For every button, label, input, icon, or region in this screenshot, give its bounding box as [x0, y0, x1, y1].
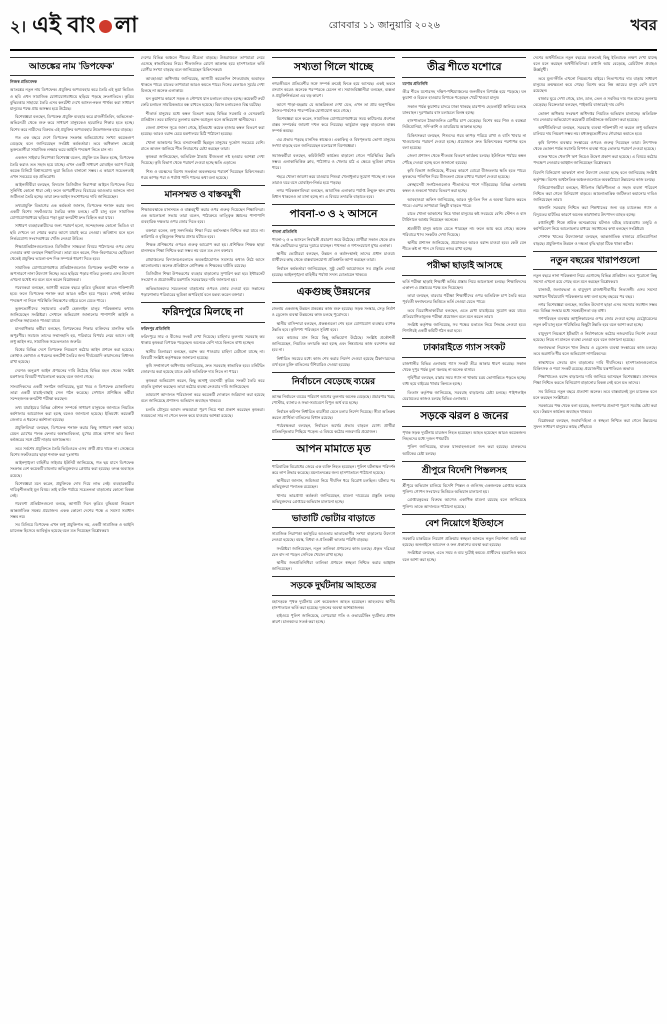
- article-paragraph: সরকারি চাকরিতে নিয়োগ প্রক্রিয়ায় স্বচ্ছতা আনতে নতুন নির্দেশনা জারি করা হয়েছে। অনলাইনে আবেদন ও ফল প্রকাশের ব্যবস্থা করা হয়েছে।: [402, 535, 527, 548]
- news-article: [10, 384, 134, 534]
- article-paragraph: তবে মূল্যস্ফীতি এখনো নিয়ন্ত্রণের বাইরে। নিত্যপণ্যের দাম বাড়ায় সাধারণ মানুষের ক্রয়ক্ষমতা কমে গেছে। বিশেষ করে নিম্ন আয়ের মানুষ বেশি চাপে রয়েছেন।: [533, 75, 657, 93]
- headline-rule: [402, 461, 526, 462]
- headline-rule: [402, 406, 526, 407]
- article-paragraph: সংশ্লিষ্টরা বলছেন, এতে সময় ও ব্যয় দুটোই কমবে। প্রার্থীদের হয়রানিও কমবে বলে আশা করা হচ্ছে।: [402, 550, 527, 562]
- article-paragraph: নগরজীবনে প্রতিবেশীর সঙ্গে সম্পর্ক ক্রমেই ফিকে হয়ে আসছে। একই ভবনে বসবাস করেও অনেকে পরস্পরকে চেনেন না। সমাজবিজ্ঞানীরা বলছেন, ব্যস্ততা ও প্রযুক্তিনির্ভরতা এর বড় কারণ।: [271, 81, 396, 99]
- article-paragraph: পোশাক খাতের উদ্যোক্তারা বলছেন, আন্তর্জাতিক বাজারে প্রতিযোগিতা বাড়ছে। প্রযুক্তিগত উন্নয়ন ও দক্ষতা বৃদ্ধি ছাড়া টিকে থাকা কঠিন।: [533, 234, 657, 246]
- article-paragraph: গবেষকরা বলছেন, আগামী কয়েক বছরে কৃত্রিম বুদ্ধিমত্তা আরও শক্তিশালী হবে। ফলে ডিপফেক শনাক্ত করা আরও কঠিন হয়ে পড়বে। এখনই কার্যকর পদক্ষেপ না নিলে পরিস্থিতি নিয়ন্ত্রণের বাইরে চলে যেতে পারে।: [10, 285, 134, 303]
- article-paragraph: সামাজিক যোগাযোগমাধ্যম প্রতিষ্ঠানগুলোও ডিপফেক কনটেন্ট শনাক্ত ও অপসারণে নানা উদ্যোগ নিচ্ছে। তবে ছড়িয়ে পড়ার গতির তুলনায় এসব উদ্যোগ এখনো যথেষ্ট নয় বলে মনে করেন বিশ্লেষকরা।: [10, 264, 134, 282]
- article-paragraph: শিক্ষাখাতেও বরাদ্দ বাড়ানোর দাবি জানিয়ে আসছেন বিশেষজ্ঞরা। মানসম্মত শিক্ষা নিশ্চিত করতে বিনিয়োগ বাড়ানোর বিকল্প নেই বলে মত তাদের।: [533, 374, 657, 386]
- article-paragraph: তথ্য যাচাইয়ের বিভিন্ন কৌশল সম্পর্কে সাধারণ মানুষকে জানাতে নিয়মিত কর্মশালার আয়োজন করা হচ্ছে বলেও জানানো হয়েছে। ইতিমধ্যে কয়েকটি জেলায় এ ধরনের কর্মশালা হয়েছে।: [10, 404, 134, 422]
- article-paragraph: জেলা প্রশাসন সূত্রে জানা গেছে, ইতিমধ্যে কয়েক হাজার কম্বল বিতরণ করা হয়েছে। আরও বরাদ্দ চেয়ে মন্ত্রণালয়ে চিঠি পাঠানো হয়েছে।: [140, 125, 265, 137]
- article-paragraph: কৃষকরা জানিয়েছেন, অতিরিক্ত ঠান্ডায় বীজতলা নষ্ট হওয়ার আশঙ্কা দেখা দিয়েছে। কৃষি বিভাগ থেকে পরামর্শ দেওয়া হচ্ছে ক্ষতি এড়াতে।: [140, 154, 265, 166]
- logo-text-prefix: এই বাং: [32, 12, 96, 37]
- article-headline[interactable]: সড়কে দুর্ঘটনায় আহতের: [290, 580, 377, 591]
- article-paragraph: আইনশৃঙ্খলা বাহিনীর সাইবার ইউনিট জানিয়েছে, গত ছয় মাসে ডিপফেক সংক্রান্ত বেশ কয়েকটি মামলায় অভিযুক্তদের গ্রেপ্তার করা হয়েছে। তদন্ত অব্যাহত রয়েছে।: [10, 460, 134, 478]
- article-paragraph: বিদেশি বিনিয়োগ আকর্ষণে নানা উদ্যোগ নেওয়া হচ্ছে বলে জানিয়েছে সংশ্লিষ্ট কর্তৃপক্ষ। বিশেষ অর্থনৈতিক অঞ্চলগুলোতে অবকাঠামো উন্নয়নের কাজ চলছে।: [533, 170, 657, 182]
- article-paragraph: খোলা আকাশের নিচে বসবাসকারী ছিন্নমূল মানুষের দুর্ভোগ সবচেয়ে বেশি। রাতে আগুন জ্বালিয়ে শীত নিবারণের চেষ্টা করছেন তারা।: [140, 139, 265, 151]
- article-paragraph: বক্তারা বলেন, শুধু সনদনির্ভর শিক্ষা দিয়ে কর্মসংস্থান নিশ্চিত করা যাবে না। কারিগরি ও বৃত্তিমূলক শিক্ষার প্রসার ঘটাতে হবে।: [140, 227, 265, 239]
- article-paragraph: ফরিদপুরে সার ও বীজের সংকট দেখা দিয়েছে। চাহিদার তুলনায় সরবরাহ কম থাকায় কৃষকরা বিপাকে পড়েছেন। অনেকে বেশি দামে কিনতে বাধ্য হচ্ছেন।: [140, 334, 265, 346]
- page-number: ২।: [10, 19, 27, 36]
- news-article: [272, 204, 396, 278]
- article-paragraph: দেশের বিভিন্ন অঞ্চলে শীতের তীব্রতা বাড়ছে। উত্তরাঞ্চলে তাপমাত্রা নেমে এসেছে স্বাভাবিকের নিচে। শীতজনিত রোগে আক্রান্ত হয়ে হাসপাতালে ভর্তি রোগীর সংখ্যা বাড়ছে বলে জানিয়েছেন চিকিৎসকরা।: [140, 55, 265, 73]
- news-article: [141, 55, 265, 181]
- masthead-left: [10, 8, 138, 45]
- article-paragraph: জ্বালানি সরবরাহ নিশ্চিত করা শিল্পখাতের জন্য বড় চ্যালেঞ্জ। গ্যাস ও বিদ্যুতের ঘাটতির কারণে অনেক কারখানায় উৎপাদন ব্যাহত হচ্ছে।: [533, 205, 657, 217]
- news-article: [272, 153, 396, 200]
- news-article: [402, 406, 526, 457]
- headline-rule: [272, 509, 396, 510]
- article-paragraph: সংশ্লিষ্ট কর্তৃপক্ষ জানিয়েছে, সব পক্ষের মতামত নিয়ে সিদ্ধান্ত নেওয়া হবে। শিগগিরই একটি কমিটি গঠন করা হবে।: [402, 322, 527, 334]
- headline-rule: [402, 532, 526, 533]
- article-paragraph: বায়ুদূষণ নিয়ন্ত্রণে ইটভাটা ও নির্মাণকাজে কঠোর নজরদারির নির্দেশ দেওয়া হয়েছে। নিয়ম না মানলে ব্যবস্থা নেওয়া হবে বলে জানানো হয়েছে।: [533, 330, 657, 342]
- article-headline[interactable]: ভাতাটি ভোটার বাড়াতে: [291, 512, 376, 523]
- article-paragraph: আগে পাড়া-মহল্লায় যে আন্তরিকতা দেখা যেত, এখন তা প্রায় অনুপস্থিত। উৎসব-পার্বণেও পারস্পরিক যোগাযোগ কমে গেছে।: [271, 101, 396, 113]
- news-column: [272, 55, 396, 1021]
- article-paragraph: পাবনা-২ ও ৩ আসনে নির্বাচনী প্রচারণা জমে উঠেছে। প্রার্থীরা সকাল থেকে রাত পর্যন্ত ভোটারদের দুয়ারে দুয়ারে যাচ্ছেন। পথসভা ও গণসংযোগে মুখর এলাকা।: [271, 236, 396, 248]
- article-paragraph: রপ্তানিমুখী শিল্পে শ্রমিক অসন্তোষের ঘটনাও ঘটছে মাঝেমধ্যে। মজুরি ও কর্মপরিবেশ নিয়ে আলোচনার মাধ্যমে সমাধানের কথা বলছেন সংশ্লিষ্টরা।: [533, 219, 657, 232]
- article-paragraph: সব মিলিয়ে ডিপফেক এখন শুধু প্রযুক্তিগত নয়, একটি সামাজিক ও আইনি চ্যালেঞ্জ হিসেবে আবির্ভূত হয়েছে বলে মত দিয়েছেন বিশ্লেষকরা।: [10, 522, 134, 534]
- article-paragraph: পারিবারিক বিরোধের জেরে এক ব্যক্তি নিহত হয়েছেন। পুলিশ ঘটনাস্থল পরিদর্শন করে লাশ উদ্ধার করেছে। ময়নাতদন্তের জন্য হাসপাতালে পাঠানো হয়েছে।: [271, 463, 396, 475]
- article-paragraph: নির্বাচন কমিশন নির্ধারিত ব্যয়সীমা মেনে চলার নির্দেশ দিয়েছে। সীমা অতিক্রম করলে প্রার্থিতা বাতিলের বিধান রয়েছে।: [271, 408, 396, 420]
- headline-rule: [402, 426, 526, 427]
- article-paragraph: মানবাধিকার কর্মীরা বলছেন, ডিপফেকের শিকার ব্যক্তিদের মানসিক ক্ষতি অপূরণীয়। সমাজে তাদের সম্মানহানি হয়, পরিবারে বিপর্যয় নেমে আসে। তাই শুধু আইন নয়, সামাজিক সচেতনতাও জরুরি।: [10, 326, 134, 344]
- article-paragraph: গবেষণা প্রতিষ্ঠানগুলো বলছে, আগামী দিনে কৃত্রিম বুদ্ধিমত্তা নিয়ন্ত্রণে আন্তর্জাতিক সমন্বয় প্রয়োজন। একক কোনো দেশের পক্ষে এ সমস্যা সমাধান সম্ভব নয়।: [10, 501, 134, 519]
- headline-rule: [533, 251, 657, 252]
- headline-rule: [141, 203, 265, 204]
- article-paragraph: ডিজিটাল শিক্ষা উপকরণের ব্যবহার বাড়ানোর সুপারিশ করা হয়। ইন্টারনেট সংযোগ ও প্রয়োজনীয় যন্ত্রপাতি সরবরাহের দাবি জানানো হয়।: [140, 271, 265, 283]
- article-byline: পাবনা প্রতিনিধি: [271, 228, 297, 234]
- logo-text-suffix: লা: [114, 12, 139, 37]
- headline-rule: [402, 514, 526, 515]
- article-paragraph: হাসপাতালে ঠান্ডাজনিত রোগীর চাপ বেড়েছে। বিশেষ করে শিশু ও বয়স্করা নিউমোনিয়া, সর্দি-কাশি ও ডায়রিয়ায় আক্রান্ত হচ্ছে।: [402, 118, 527, 130]
- article-headline[interactable]: ফরিদপুরে মিলছে না: [162, 306, 244, 318]
- news-article: [10, 57, 134, 380]
- article-paragraph: থানার ভারপ্রাপ্ত কর্মকর্তা জানিয়েছেন, মামলা দায়েরের প্রস্তুতি চলছে। অভিযুক্তদের গ্রেপ্তারে অভিযান চালানো হচ্ছে।: [271, 492, 396, 504]
- headline-rule: [272, 576, 396, 577]
- article-headline[interactable]: পাবনা-৩ ও ২ আসনে: [289, 209, 378, 221]
- article-paragraph: নতুন বছরে নানা পরিকল্পনা নিয়ে এগোচ্ছে বিভিন্ন প্রতিষ্ঠান। তবে পুরোনো কিছু সমস্যা এখনো রয়ে গেছে বলে মনে করছেন বিশ্লেষকরা।: [533, 272, 657, 285]
- article-headline[interactable]: নতুন বছরের খারাপগুলো: [550, 254, 640, 265]
- article-paragraph: মহাসড়কে পৃথক দুর্ঘটনায় বেশ কয়েকজন আহত হয়েছেন। আহতদের স্থানীয় হাসপাতালে ভর্তি করা হয়েছে। দুজনের অবস্থা আশঙ্কাজনক।: [271, 598, 396, 610]
- headline-rule: [10, 57, 134, 58]
- article-paragraph: শিক্ষক প্রশিক্ষণের ওপরও গুরুত্ব আরোপ করা হয়। প্রশিক্ষিত শিক্ষক ছাড়া মানসম্মত শিক্ষা নিশ্চিত করা সম্ভব নয় বলে মত দেন বক্তারা।: [140, 242, 265, 254]
- news-article: [141, 302, 265, 419]
- article-paragraph: স্থানীয়রা জানান, জমিজমা নিয়ে দীর্ঘদিন ধরে বিরোধ চলছিল। ঘটনার পর অভিযুক্তরা পলাতক রয়েছেন।: [271, 478, 396, 490]
- article-paragraph: সামাজিক নিরাপত্তা কর্মসূচির আওতায় ভাতাভোগীর সংখ্যা বাড়ানোর উদ্যোগ নেওয়া হয়েছে। বয়স্ক, বিধবা ও প্রতিবন্ধী ভাতার পরিধি বাড়ছে।: [271, 531, 396, 543]
- article-paragraph: ব্যাংক খাতে খেলাপি ঋণ নিয়েও উদ্বেগ প্রকাশ করা হয়েছে। এ বিষয়ে কঠোর পদক্ষেপ নেওয়ার আহ্বান জানিয়েছেন বিশ্লেষকরা।: [533, 154, 657, 166]
- article-paragraph: ভোক্তা অধিকার সংরক্ষণ অধিদপ্তর নিয়মিত অভিযান চালাচ্ছে। অতিরিক্ত দাম নেওয়ার অভিযোগে কয়েকটি প্রতিষ্ঠানকে জরিমানা করা হয়েছে।: [533, 110, 657, 122]
- news-article: [402, 338, 526, 401]
- article-paragraph: সব মিলিয়ে নতুন বছরে প্রত্যাশা অনেক। তবে বাস্তবায়নই মূল চ্যালেঞ্জ বলে মনে করছেন সংশ্লিষ্টরা।: [533, 388, 657, 400]
- news-article: [402, 461, 526, 510]
- article-paragraph: অর্থনীতিবিদরা বলছেন, সরবরাহ ব্যবস্থা শক্তিশালী না করলে শুধু অভিযান চালিয়ে দাম নিয়ন্ত্রণ সম্ভব নয়। মধ্যস্বত্বভোগীদের দৌরাত্ম্য কমাতে হবে।: [533, 125, 657, 137]
- article-paragraph: একজন সাইবার নিরাপত্তা বিশেষজ্ঞ বলেন, প্রযুক্তি যত উন্নত হচ্ছে, ডিপফেক তৈরি করাও তত সহজ হয়ে যাচ্ছে। এখন একটি সাধারণ মোবাইল অ্যাপ দিয়েই কয়েক মিনিটে বিশ্বাসযোগ্য ভুয়া ভিডিও বানানো সম্ভব। এ কারণে সচেতনতাই এখন সবচেয়ে বড় প্রতিরোধ।: [10, 155, 134, 179]
- article-paragraph: শিক্ষাব্যবস্থাকে মানসম্মত ও বাস্তবমুখী করার ওপর গুরুত্ব দিয়েছেন শিক্ষাবিদরা। এক আলোচনা সভায় তারা বলেন, পাঠ্যক্রমে তাত্ত্বিক জ্ঞানের পাশাপাশি ব্যবহারিক দক্ষতার ওপর জোর দিতে হবে।: [140, 207, 265, 225]
- news-article: [533, 251, 657, 430]
- article-paragraph: স্বাস্থ্যখাতে সেবার মান বাড়ানোর দাবি দীর্ঘদিনের। হাসপাতালগুলোতে চিকিৎসক ও শয্যা সংকট রয়েছে। প্রয়োজনীয় যন্ত্রপাতিরও অভাব।: [533, 359, 657, 371]
- article-paragraph: আবহাওয়া অফিস জানিয়েছে, আরও দুই-তিন দিন এ অবস্থা বিরাজ করতে পারে। এরপর তাপমাত্রা কিছুটা বাড়তে পারে।: [402, 196, 527, 208]
- article-paragraph: বিশেষজ্ঞরা বলছেন, ডিপফেক প্রযুক্তি ব্যবহার করে রাজনীতিবিদ, অভিনেতা-অভিনেত্রী থেকে শুরু করে সাধারণ মানুষকেও হয়রানির শিকার হতে হচ্ছে। বিশেষ করে নারীদের বিরুদ্ধে এই প্রযুক্তির অপব্যবহার উদ্বেগজনক হারে বাড়ছে।: [10, 114, 134, 132]
- article-paragraph: ভুক্তভোগীদের সহায়তায় একটি হেল্পলাইন চালুর পরিকল্পনার কথাও জানিয়েছেন সংশ্লিষ্টরা। সেখানে অভিযোগ জানানোর পাশাপাশি আইনি ও মানসিক সহায়তাও পাওয়া যাবে।: [10, 305, 134, 324]
- headline-rule: [272, 77, 396, 78]
- newspaper-logo: [32, 8, 138, 45]
- news-article: [272, 509, 396, 572]
- article-paragraph: শ্রমজীবী মানুষ কাজে যেতে পারছেন না। ফলে আয় কমে গেছে। অনেক পরিবারে খাদ্য সংকটও দেখা দিয়েছে।: [402, 225, 527, 237]
- article-paragraph: সাধারণ ব্যবহারকারীদের জন্য পরামর্শ হলো, সন্দেহজনক কোনো ভিডিও বা ছবি দেখলে তা শেয়ার করার আগে যাচাই করে নেওয়া। অবিশ্বাস্য মনে হলে নির্ভরযোগ্য সংবাদমাধ্যমে খোঁজ নেওয়া উচিত।: [10, 223, 134, 241]
- publication-date: রোববার ১১ জানুয়ারি ২০২৬: [328, 21, 440, 31]
- news-article: [272, 439, 396, 504]
- news-column: [141, 55, 265, 1021]
- article-paragraph: কৃষি সম্প্রসারণ অধিদপ্তর জানিয়েছে, দ্রুত সরবরাহ স্বাভাবিক হবে। মনিটরিং জোরদার করা হয়েছে যাতে কেউ অতিরিক্ত দাম নিতে না পারে।: [140, 363, 265, 375]
- article-paragraph: স্থানীয় জনপ্রতিনিধিরা তালিকা প্রণয়নে স্বচ্ছতা নিশ্চিত করার আহ্বান জানিয়েছেন।: [271, 559, 396, 572]
- article-paragraph: বাজার ঘুরে দেখা গেছে, চাল, ডাল, তেল ও সবজির দাম গত মাসের তুলনায় বেড়েছে। বিক্রেতারা বলছেন, পাইকারি বাজারেই দাম বেশি।: [533, 96, 657, 108]
- article-headline[interactable]: মানসম্মত ও বাস্তবমুখী: [164, 188, 241, 199]
- section-title: খবর: [630, 18, 657, 34]
- article-paragraph: বিশেষজ্ঞরা মনে করেন, সামাজিক যোগাযোগমাধ্যমে সময় কাটানোর প্রবণতা বাস্তব সম্পর্কের জায়গা দখল করে নিয়েছে। ভার্চুয়াল বন্ধুত্ব বাড়লেও বাস্তব সম্পর্ক কমছে।: [271, 116, 396, 134]
- headline-rule: [402, 479, 526, 480]
- article-paragraph: সরকারের পক্ষ থেকে বলা হয়েছে, জনগণের প্রত্যাশা পূরণে সর্বোচ্চ চেষ্টা করা হবে। উন্নয়ন কার্যক্রম অব্যাহত থাকবে।: [533, 403, 657, 415]
- article-paragraph: কৃষকরা অভিযোগ করেন, কিছু অসাধু ব্যবসায়ী কৃত্রিম সংকট তৈরি করে বাড়তি মুনাফা করছেন। তারা কঠোর ব্যবস্থা নেওয়ার দাবি জানিয়েছেন।: [140, 377, 265, 389]
- news-article: [272, 57, 396, 149]
- article-paragraph: আইনজীবীরা বলছেন, বিদ্যমান ডিজিটাল নিরাপত্তা আইনে ডিপফেক নিয়ে সুনির্দিষ্ট কোনো ধারা নেই। ফলে অপরাধীদের বিচারের আওতায় আনতে নানা জটিলতা তৈরি হচ্ছে। তারা দ্রুত আইন সংশোধনের দাবি জানিয়েছেন।: [10, 182, 134, 200]
- article-paragraph: তীব্র শীতে যশোরসহ দক্ষিণ-পশ্চিমাঞ্চলের জনজীবন বিপর্যস্ত হয়ে পড়েছে। ঘন কুয়াশা ও হিমেল হাওয়ায় বিপাকে পড়েছেন খেটে খাওয়া মানুষ।: [402, 89, 527, 101]
- news-article: [272, 576, 396, 625]
- article-byline: ফরিদপুর প্রতিনিধি: [140, 325, 170, 331]
- headline-rule: [272, 390, 396, 391]
- news-article: [272, 282, 396, 368]
- article-paragraph: নির্বাচন কর্মকর্তারা জানিয়েছেন, সুষ্ঠু ভোট আয়োজনে সব প্রস্তুতি নেওয়া হয়েছে। আইনশৃঙ্খলা বাহিনীর পর্যাপ্ত সদস্য মোতায়েন থাকবে।: [271, 265, 396, 277]
- news-article: [533, 170, 657, 246]
- article-paragraph: তবে বিরোধিতাকারীরা বলছেন, এতে মেধা যাচাইয়ের সুযোগ কমে যাবে। প্রতিযোগিতামূলক পরীক্ষা প্রয়োজন বলে মনে করেন তারা।: [402, 307, 527, 319]
- logo-dot-icon: [99, 20, 112, 33]
- article-paragraph: বিশেষজ্ঞরা মনে করেন, প্রযুক্তিকে দোষ দিয়ে লাভ নেই। ব্যবহারকারীর দায়িত্বশীলতাই মূল বিষয়। তাই ব্যক্তি পর্যায়ে সচেতনতা বাড়ানোর কোনো বিকল্প নেই।: [10, 480, 134, 499]
- article-paragraph: সংশ্লিষ্টরা জানিয়েছেন, নতুন তালিকা প্রণয়নের কাজ চলছে। প্রকৃত দরিদ্ররা যেন বাদ না পড়েন সেদিকে খেয়াল রাখা হচ্ছে।: [271, 545, 396, 557]
- article-paragraph: গৃহিণীরা বলছেন, রান্নার সময় গ্যাস না থাকায় চরম ভোগান্তিতে পড়তে হচ্ছে। বাধ্য হয়ে বাইরের খাবার কিনতে হচ্ছে।: [402, 375, 527, 387]
- article-headline[interactable]: আপন মামাতে মৃত: [296, 444, 371, 456]
- headline-rule: [141, 302, 265, 303]
- article-paragraph: গ্রামাঞ্চলের বিদ্যালয়গুলোতে অবকাঠামোগত সমস্যার কথাও উঠে আসে আলোচনায়। অনেক প্রতিষ্ঠানে শ্রেণিকক্ষ ও শিক্ষকের ঘাটতি রয়েছে।: [140, 256, 265, 268]
- article-paragraph: চিকিৎসকরা বলছেন, শিশুদের গরম কাপড় পরিয়ে রাখা ও বাসি খাবার না খাওয়ানোর পরামর্শ দেওয়া হচ্ছে। প্রয়োজনে দ্রুত চিকিৎসকের শরণাপন্ন হতে বলা হয়েছে।: [402, 132, 527, 151]
- article-paragraph: স্থানীয় বাসিন্দারা বলছেন, প্রকল্পগুলো শেষ হলে যোগাযোগ ব্যবস্থার ব্যাপক উন্নতি হবে। কৃষিপণ্য পরিবহনে সুবিধা হবে।: [271, 320, 396, 332]
- article-headline[interactable]: শ্রীপুরে বিদেশি পিস্তলসহ: [421, 464, 507, 475]
- headline-rule: [272, 225, 396, 226]
- news-column: [402, 55, 526, 1021]
- article-paragraph: ভ্রাম্যমাণ আদালত পরিচালনা করে কয়েকটি দোকানে জরিমানা করা হয়েছে বলে জানিয়েছে প্রশাসন। অভিযান অব্যাহত থাকবে।: [140, 392, 265, 404]
- article-headline[interactable]: আতঙ্কের নাম 'ডিপফেক': [29, 61, 115, 71]
- article-paragraph: বিনিয়োগকারীরা বলছেন, নীতিগত স্থিতিশীলতা ও সহজ ব্যবসা পরিবেশ নিশ্চিত করা গেলে বিনিয়োগ বাড়বে। আমলাতান্ত্রিক জটিলতা কমানোর দাবিও জানিয়েছেন তারা।: [533, 184, 657, 203]
- headline-rule: [272, 372, 396, 373]
- headline-rule: [402, 256, 526, 257]
- headline-rule: [141, 322, 265, 323]
- headline-rule: [272, 460, 396, 461]
- article-headline[interactable]: তীব্র শীতে যশোরে: [427, 62, 502, 73]
- headline-rule: [272, 595, 396, 596]
- news-article: [402, 57, 526, 252]
- article-headline[interactable]: সড়কে ঝরল ৪ জনের: [420, 410, 509, 422]
- headline-rule: [533, 269, 657, 270]
- article-paragraph: বিশ্বের বিভিন্ন দেশে ডিপফেক নিয়ন্ত্রণে কঠোর আইন প্রণয়ন করা হয়েছে। কোথাও কোথাও এ ধরনের কনটেন্ট তৈরির জন্য দীর্ঘমেয়াদি কারাদণ্ডের বিধানও রাখা হয়েছে।: [10, 347, 134, 365]
- article-paragraph: আতঙ্কের নতুন নাম ডিপফেক। প্রযুক্তির অপব্যবহার করে তৈরি এই ভুয়া ভিডিও ও ছবি এখন সামাজিক যোগাযোগমাধ্যমে ছড়িয়ে পড়ছে দ্রুতগতিতে। কৃত্রিম বুদ্ধিমত্তার সাহায্যে তৈরি এসব কনটেন্ট দেখে আসল-নকল পার্থক্য করা সাধারণ মানুষের পক্ষে প্রায় অসম্ভব হয়ে উঠেছে।: [10, 87, 134, 111]
- article-paragraph: শীতার্ত মানুষের মধ্যে কম্বল বিতরণ করছে বিভিন্ন সরকারি ও বেসরকারি প্রতিষ্ঠান। তবে চাহিদার তুলনায় বরাদ্দ অপ্রতুল বলে অভিযোগ স্থানীয়দের।: [140, 110, 265, 122]
- article-paragraph: দেশেও অনুরূপ আইন প্রণয়নের দাবি উঠেছে বিভিন্ন মহল থেকে। সংশ্লিষ্ট মন্ত্রণালয় বিষয়টি পর্যালোচনা করছে বলে জানা গেছে।: [10, 367, 134, 379]
- article-paragraph: সাংবাদিকদের একটি সংগঠন জানিয়েছে, ভুয়া খবর ও ডিপফেক মোকাবিলায় তারা একটি যাচাই-বাছাই সেল গঠন করেছে। সেখানে প্রশিক্ষিত কর্মীরা সন্দেহজনক কনটেন্ট পরীক্ষা করছেন।: [10, 383, 134, 402]
- article-paragraph: সকাল পর্যন্ত কুয়াশার চাদরে ঢাকা থাকছে চারপাশ। হেডলাইট জ্বালিয়ে চলছে যানবাহন। দূরপাল্লার বাস চলাচলে বিলম্ব হচ্ছে।: [402, 103, 527, 115]
- article-byline: যশোর প্রতিনিধি: [402, 81, 428, 87]
- article-headline[interactable]: নির্বাচনে বেড়েছে ব্যয়ের: [291, 375, 376, 386]
- article-paragraph: কৃষি বিভাগ জানিয়েছে, শীতের কারণে বোরো বীজতলার ক্ষতি হতে পারে। কৃষকদের পলিথিন দিয়ে বীজতলা ঢেকে রাখার পরামর্শ দেওয়া হয়েছে।: [402, 167, 527, 179]
- headline-rule: [402, 338, 526, 339]
- headline-rule: [402, 275, 526, 276]
- news-article: [402, 256, 526, 334]
- article-paragraph: পৃথক সড়ক দুর্ঘটনায় চারজন নিহত হয়েছেন। আহত হয়েছেন আরও কয়েকজন। নিহতদের মধ্যে দুজন পথচারী।: [402, 429, 527, 442]
- article-paragraph: চলতি মৌসুমে আবাদ লক্ষ্যমাত্রা পূরণ নিয়ে শঙ্কা প্রকাশ করেছেন কৃষকরা। সময়মতো সার না পেলে ফলন কমে যাওয়ার আশঙ্কা রয়েছে।: [140, 406, 265, 418]
- article-paragraph: গ্রেপ্তারকৃতের বিরুদ্ধে আগেও একাধিক মামলা রয়েছে বলে জানিয়েছে পুলিশ। তাকে আদালতে পাঠানো হয়েছে।: [402, 497, 527, 509]
- article-paragraph: জলাবদ্ধতা নিরসনে খাল উদ্ধার ও ড্রেনেজ ব্যবস্থা সংস্কারের কাজ চলছে। তবে অগ্রগতি ধীর বলে অভিযোগ নাগরিকদের।: [533, 345, 657, 357]
- article-paragraph: নগর বিশেষজ্ঞরা বলছেন, সমন্বিত উদ্যোগ ছাড়া এসব সমস্যার সমাধান সম্ভব নয়। বিভিন্ন সংস্থার মধ্যে সমন্বয়হীনতা বড় বাধা।: [533, 301, 657, 313]
- article-paragraph: নির্ধারিত সময়ের মধ্যে কাজ শেষ করার নির্দেশ দেওয়া হয়েছে ঠিকাদারদের। ব্যর্থ হলে চুক্তি বাতিলের হুঁশিয়ারিও দেওয়া হয়েছে।: [271, 355, 396, 367]
- article-headline[interactable]: সখ্যতা গিলে খাচ্ছে: [293, 62, 374, 73]
- article-paragraph: পর্যবেক্ষকরা বলছেন, নির্বাচনে অর্থের প্রভাব বাড়লে যোগ্য প্রার্থীরা প্রতিদ্বন্দ্বিতায় পিছিয়ে পড়েন। এ বিষয়ে কঠোর নজরদারি প্রয়োজন।: [271, 423, 396, 435]
- article-paragraph: আবহাওয়া অধিদপ্তর জানিয়েছে, আগামী কয়েকদিন শৈত্যপ্রবাহ অব্যাহত থাকতে পারে। রাতের তাপমাত্রা আরও কমতে পারে। দিনের বেলায়ও সূর্যের দেখা মিলছে না অনেক এলাকায়।: [140, 75, 265, 93]
- article-paragraph: সমাজকর্মীরা বলছেন, কমিউনিটি কার্যক্রম বাড়ানো গেলে পরিস্থিতির উন্নতি সম্ভব। এলাকাভিত্তিক ক্লাব, পাঠাগার ও খেলার মাঠ এ ক্ষেত্রে ভূমিকা রাখতে পারে।: [271, 153, 396, 171]
- article-paragraph: নগর পরিকল্পনাবিদরা বলছেন, আবাসিক এলাকায় পর্যাপ্ত উন্মুক্ত স্থান রাখার বিধান থাকলেও তা মানা হচ্ছে না। এ বিষয়ে তদারকি বাড়াতে হবে।: [271, 188, 396, 200]
- article-paragraph: রাতে খোলা আকাশের নিচে থাকা মানুষের কষ্ট সবচেয়ে বেশি। স্টেশন ও বাস টার্মিনালে আশ্রয় নিয়েছেন অনেকে।: [402, 211, 527, 223]
- article-headline[interactable]: বেশ নিয়োগে ইতিহাসে: [425, 517, 504, 528]
- article-paragraph: যানজট, জলাবদ্ধতা ও বায়ুদূষণ রাজধানীবাসীর নিত্যসঙ্গী। এসব সমস্যা সমাধানে দীর্ঘমেয়াদি পরিকল্পনার কথা বলা হচ্ছে বছরের পর বছর।: [533, 287, 657, 299]
- article-paragraph: স্বেচ্ছাসেবী সংগঠনগুলোও শীতার্তদের পাশে দাঁড়িয়েছে। বিভিন্ন এলাকায় কম্বল ও শুকনো খাবার বিতরণ করা হচ্ছে।: [402, 182, 527, 194]
- article-paragraph: তিতাস কর্তৃপক্ষ জানিয়েছে, সরবরাহ বাড়ানোর চেষ্টা চলছে। পাইপলাইন মেরামতের কাজও চলছে বিভিন্ন এলাকায়।: [402, 389, 527, 401]
- article-paragraph: প্রযুক্তিবিদরা বলছেন, ডিপফেক শনাক্ত করার কিছু সাধারণ লক্ষণ আছে। যেমন চোখের পলক ফেলার অস্বাভাবিকতা, মুখের প্রান্তে ঝাপসা ভাব কিংবা কণ্ঠস্বরের সঙ্গে ঠোঁট নাড়ার অসামঞ্জস্য।: [10, 425, 134, 443]
- article-paragraph: হাইওয়ে পুলিশ জানিয়েছে, বেপরোয়া গতি ও ওভারটেকিং দুর্ঘটনার প্রধান কারণ। চালকদের সতর্ক করা হচ্ছে।: [271, 612, 396, 625]
- article-paragraph: ঘন কুয়াশার কারণে সড়ক ও নৌপথে যান চলাচল ব্যাহত হচ্ছে। কয়েকটি রুটে ফেরি চলাচল সাময়িকভাবে বন্ধ রাখতে হয়েছে। বিমান চলাচলেও বিঘ্ন ঘটেছে।: [140, 96, 265, 108]
- headline-rule: [272, 57, 396, 58]
- article-paragraph: স্থানীয় ডিলাররা বলছেন, বরাদ্দ কম পাওয়ায় চাহিদা মেটানো যাচ্ছে না। বিষয়টি সংশ্লিষ্ট কর্তৃপক্ষকে জানানো হয়েছে।: [140, 348, 265, 360]
- headline-rule: [272, 302, 396, 303]
- news-article: [141, 185, 265, 298]
- article-paragraph: স্থানীয় প্রশাসন জানিয়েছে, প্রয়োজনে আরও বরাদ্দ চাওয়া হবে। কেউ যেন শীতে কষ্ট না পান সে বিষয়ে নজর রাখা হচ্ছে।: [402, 240, 527, 252]
- news-column: [10, 55, 134, 1021]
- headline-rule: [272, 204, 396, 205]
- headline-rule: [272, 527, 396, 528]
- article-paragraph: দেশের অর্থনীতিতে নতুন বছরের শুরুতেই কিছু ইতিবাচক লক্ষণ দেখা যাচ্ছে বলে মনে করছেন অর্থনীতিবিদরা। রপ্তানি আয় বেড়েছে, রেমিট্যান্স প্রবাহও ঊর্ধ্বমুখী।: [533, 55, 657, 73]
- headline-rule: [272, 282, 396, 283]
- article-paragraph: শ্রীপুরে অভিযান চালিয়ে বিদেশি পিস্তল ও গুলিসহ একজনকে গ্রেপ্তার করেছে পুলিশ। গোপন সংবাদের ভিত্তিতে অভিযান চালানো হয়।: [402, 482, 527, 495]
- article-paragraph: শিশু ও বয়স্কদের বিশেষ সতর্কতা অবলম্বনের পরামর্শ দিয়েছেন চিকিৎসকরা। গরম কাপড় পরা ও পর্যাপ্ত পানি পানের কথা বলা হয়েছে।: [140, 168, 265, 180]
- article-paragraph: অভিভাবকদের সচেতনতা বাড়ানোর ওপরও জোর দেওয়া হয়। সন্তানের পড়াশোনায় পরিবারের ভূমিকা অপরিহার্য বলে মন্তব্য করেন বক্তারা।: [140, 285, 265, 297]
- article-paragraph: জেলা প্রশাসন থেকে শীতবস্ত্র বিতরণ কার্যক্রম চলছে। ইউনিয়ন পর্যায়ে কম্বল পৌঁছে দেওয়া হচ্ছে বলে জানানো হয়েছে।: [402, 153, 527, 165]
- article-paragraph: পুলিশ জানিয়েছে, ঘাতক যানবাহনগুলো জব্দ করা হয়েছে। চালকদের আটকের চেষ্টা চলছে।: [402, 444, 527, 456]
- news-column: [533, 55, 657, 1021]
- article-paragraph: তথ্যপ্রযুক্তি বিভাগের এক কর্মকর্তা জানান, ডিপফেক শনাক্ত করার জন্য একটি বিশেষ সফটওয়্যার তৈরির কাজ চলছে। এটি চালু হলে সামাজিক যোগাযোগমাধ্যমে ছড়িয়ে পড়া ভুয়া কনটেন্ট দ্রুত চিহ্নিত করা যাবে।: [10, 202, 134, 221]
- article-paragraph: কৃষি বিপণন ব্যবস্থার সংস্কারের ওপরও গুরুত্ব দিয়েছেন তারা। উৎপাদক থেকে ভোক্তা পর্যন্ত সরাসরি বিপণন ব্যবস্থা গড়ে তোলার পরামর্শ দেওয়া হয়েছে।: [533, 139, 657, 151]
- headline-rule: [141, 185, 265, 186]
- article-paragraph: স্থানীয় ভোটাররা বলছেন, উন্নয়ন ও কর্মসংস্থানই তাদের প্রধান চাওয়া। প্রার্থীদের কাছ থেকে বাস্তবায়নযোগ্য প্রতিশ্রুতি আশা করছেন তারা।: [271, 251, 396, 263]
- headline-rule: [272, 439, 396, 440]
- headline-rule: [402, 357, 526, 358]
- article-paragraph: তারা বলছেন, বারবার পরীক্ষা শিক্ষার্থীদের ওপর অতিরিক্ত চাপ তৈরি করে। পূর্ববর্তী ফলাফলের ভিত্তিতে ভর্তি নেওয়া যেতে পারে।: [402, 293, 527, 305]
- news-article: [402, 514, 526, 563]
- article-paragraph: বিশ্লেষকরা বলছেন, জবাবদিহিতা ও স্বচ্ছতা নিশ্চিত করা গেলে উন্নয়নের সুফল সাধারণ মানুষের কাছে পৌঁছাবে।: [533, 417, 657, 429]
- article-headline[interactable]: ঢাকারাইতে গ্যাস সংকট: [423, 342, 506, 353]
- headline-rule: [10, 75, 134, 76]
- news-article: [272, 372, 396, 435]
- article-paragraph: শিক্ষাপ্রতিষ্ঠানগুলোতেও ডিজিটাল সাক্ষরতা বিষয়ে পাঠদানের ওপর জোর দেওয়ার কথা বলছেন শিক্ষাবিদরা। তারা মনে করেন, শিশু-কিশোরদের ছোটবেলা থেকেই প্রযুক্তির ভালো-মন্দ দিক সম্পর্কে ধারণা দিতে হবে।: [10, 244, 134, 262]
- article-paragraph: শহরে খোলা জায়গা কমে যাওয়ায় শিশুরা খেলাধুলার সুযোগ পাচ্ছে না। ফলে তারাও ঘরে বসে মোবাইল-নির্ভর হয়ে পড়ছে।: [271, 173, 396, 185]
- article-paragraph: গণপরিবহন ব্যবস্থার আধুনিকায়নের ওপর জোর দেওয়া হচ্ছে। মেট্রোরেলের নতুন রুট চালু হলে পরিস্থিতির কিছুটা উন্নতি হবে বলে আশা করা হচ্ছে।: [533, 316, 657, 328]
- article-paragraph: রাজধানীর বিভিন্ন এলাকায় গ্যাস সংকট তীব্র আকার ধারণ করেছে। সকাল থেকে দুপুর পর্যন্ত চুলা জ্বলছে না অনেক বাসায়।: [402, 360, 527, 372]
- news-article: [533, 55, 657, 166]
- article-paragraph: জেলায় একগুচ্ছ উন্নয়ন প্রকল্পের কাজ শুরু হয়েছে। সড়ক সংস্কার, সেতু নির্মাণ ও ড্রেনেজ ব্যবস্থা উন্নয়নের কাজ চলছে পুরোদমে।: [271, 306, 396, 318]
- column-grid: [10, 55, 657, 1021]
- headline-rule: [402, 57, 526, 58]
- article-headline[interactable]: একগুচ্ছ উন্নয়নের: [296, 287, 371, 299]
- article-byline: নিজস্ব প্রতিবেদক: [10, 79, 38, 85]
- article-paragraph: আসন্ন নির্বাচনে ব্যয়ের পরিমাণ আগের তুলনায় অনেক বেড়েছে। প্রচারণার খরচ, পোস্টার, ব্যানার ও সভা-সমাবেশে বিপুল অর্থ ব্যয় হচ্ছে।: [271, 394, 396, 406]
- article-paragraph: গত এক বছরে দেশে ডিপফেক সংক্রান্ত অভিযোগের সংখ্যা কয়েকগুণ বেড়েছে বলে জানিয়েছেন সংশ্লিষ্ট কর্মকর্তারা। তবে অধিকাংশ ক্ষেত্রেই ভুক্তভোগীরা সামাজিক লজ্জার ভয়ে আইনি পদক্ষেপ নিতে চান না।: [10, 134, 134, 153]
- headline-rule: [402, 77, 526, 78]
- article-paragraph: তবে কাজের মান নিয়ে কিছু অভিযোগ উঠেছে। সংশ্লিষ্ট প্রকৌশলী জানিয়েছেন, নিয়মিত তদারকি করা হচ্ছে এবং নিম্নমানের কাজ বরদাশত করা হবে না।: [271, 335, 396, 353]
- masthead: [10, 8, 657, 51]
- article-paragraph: ভর্তি পরীক্ষা ছাড়াই শিক্ষার্থী ভর্তির প্রস্তাব নিয়ে আলোচনা চলছে। শিক্ষাবিদদের একাংশ এ প্রস্তাবের পক্ষে মত দিয়েছেন।: [402, 278, 527, 290]
- article-paragraph: তবে সর্বশেষ প্রযুক্তিতে তৈরি ভিডিওতে এসব ত্রুটি প্রায় থাকে না। সেক্ষেত্রে বিশেষ সফটওয়্যার ছাড়া শনাক্ত করা দুঃসাধ্য।: [10, 445, 134, 457]
- article-paragraph: এর প্রভাব পড়ছে মানসিক স্বাস্থ্যেও। একাকিত্ব ও বিষণ্নতায় ভোগা মানুষের সংখ্যা বাড়ছে বলে জানিয়েছেন মনোরোগ বিশেষজ্ঞরা।: [271, 136, 396, 148]
- article-headline[interactable]: পরীক্ষা ছাড়াই আসছে: [426, 260, 502, 271]
